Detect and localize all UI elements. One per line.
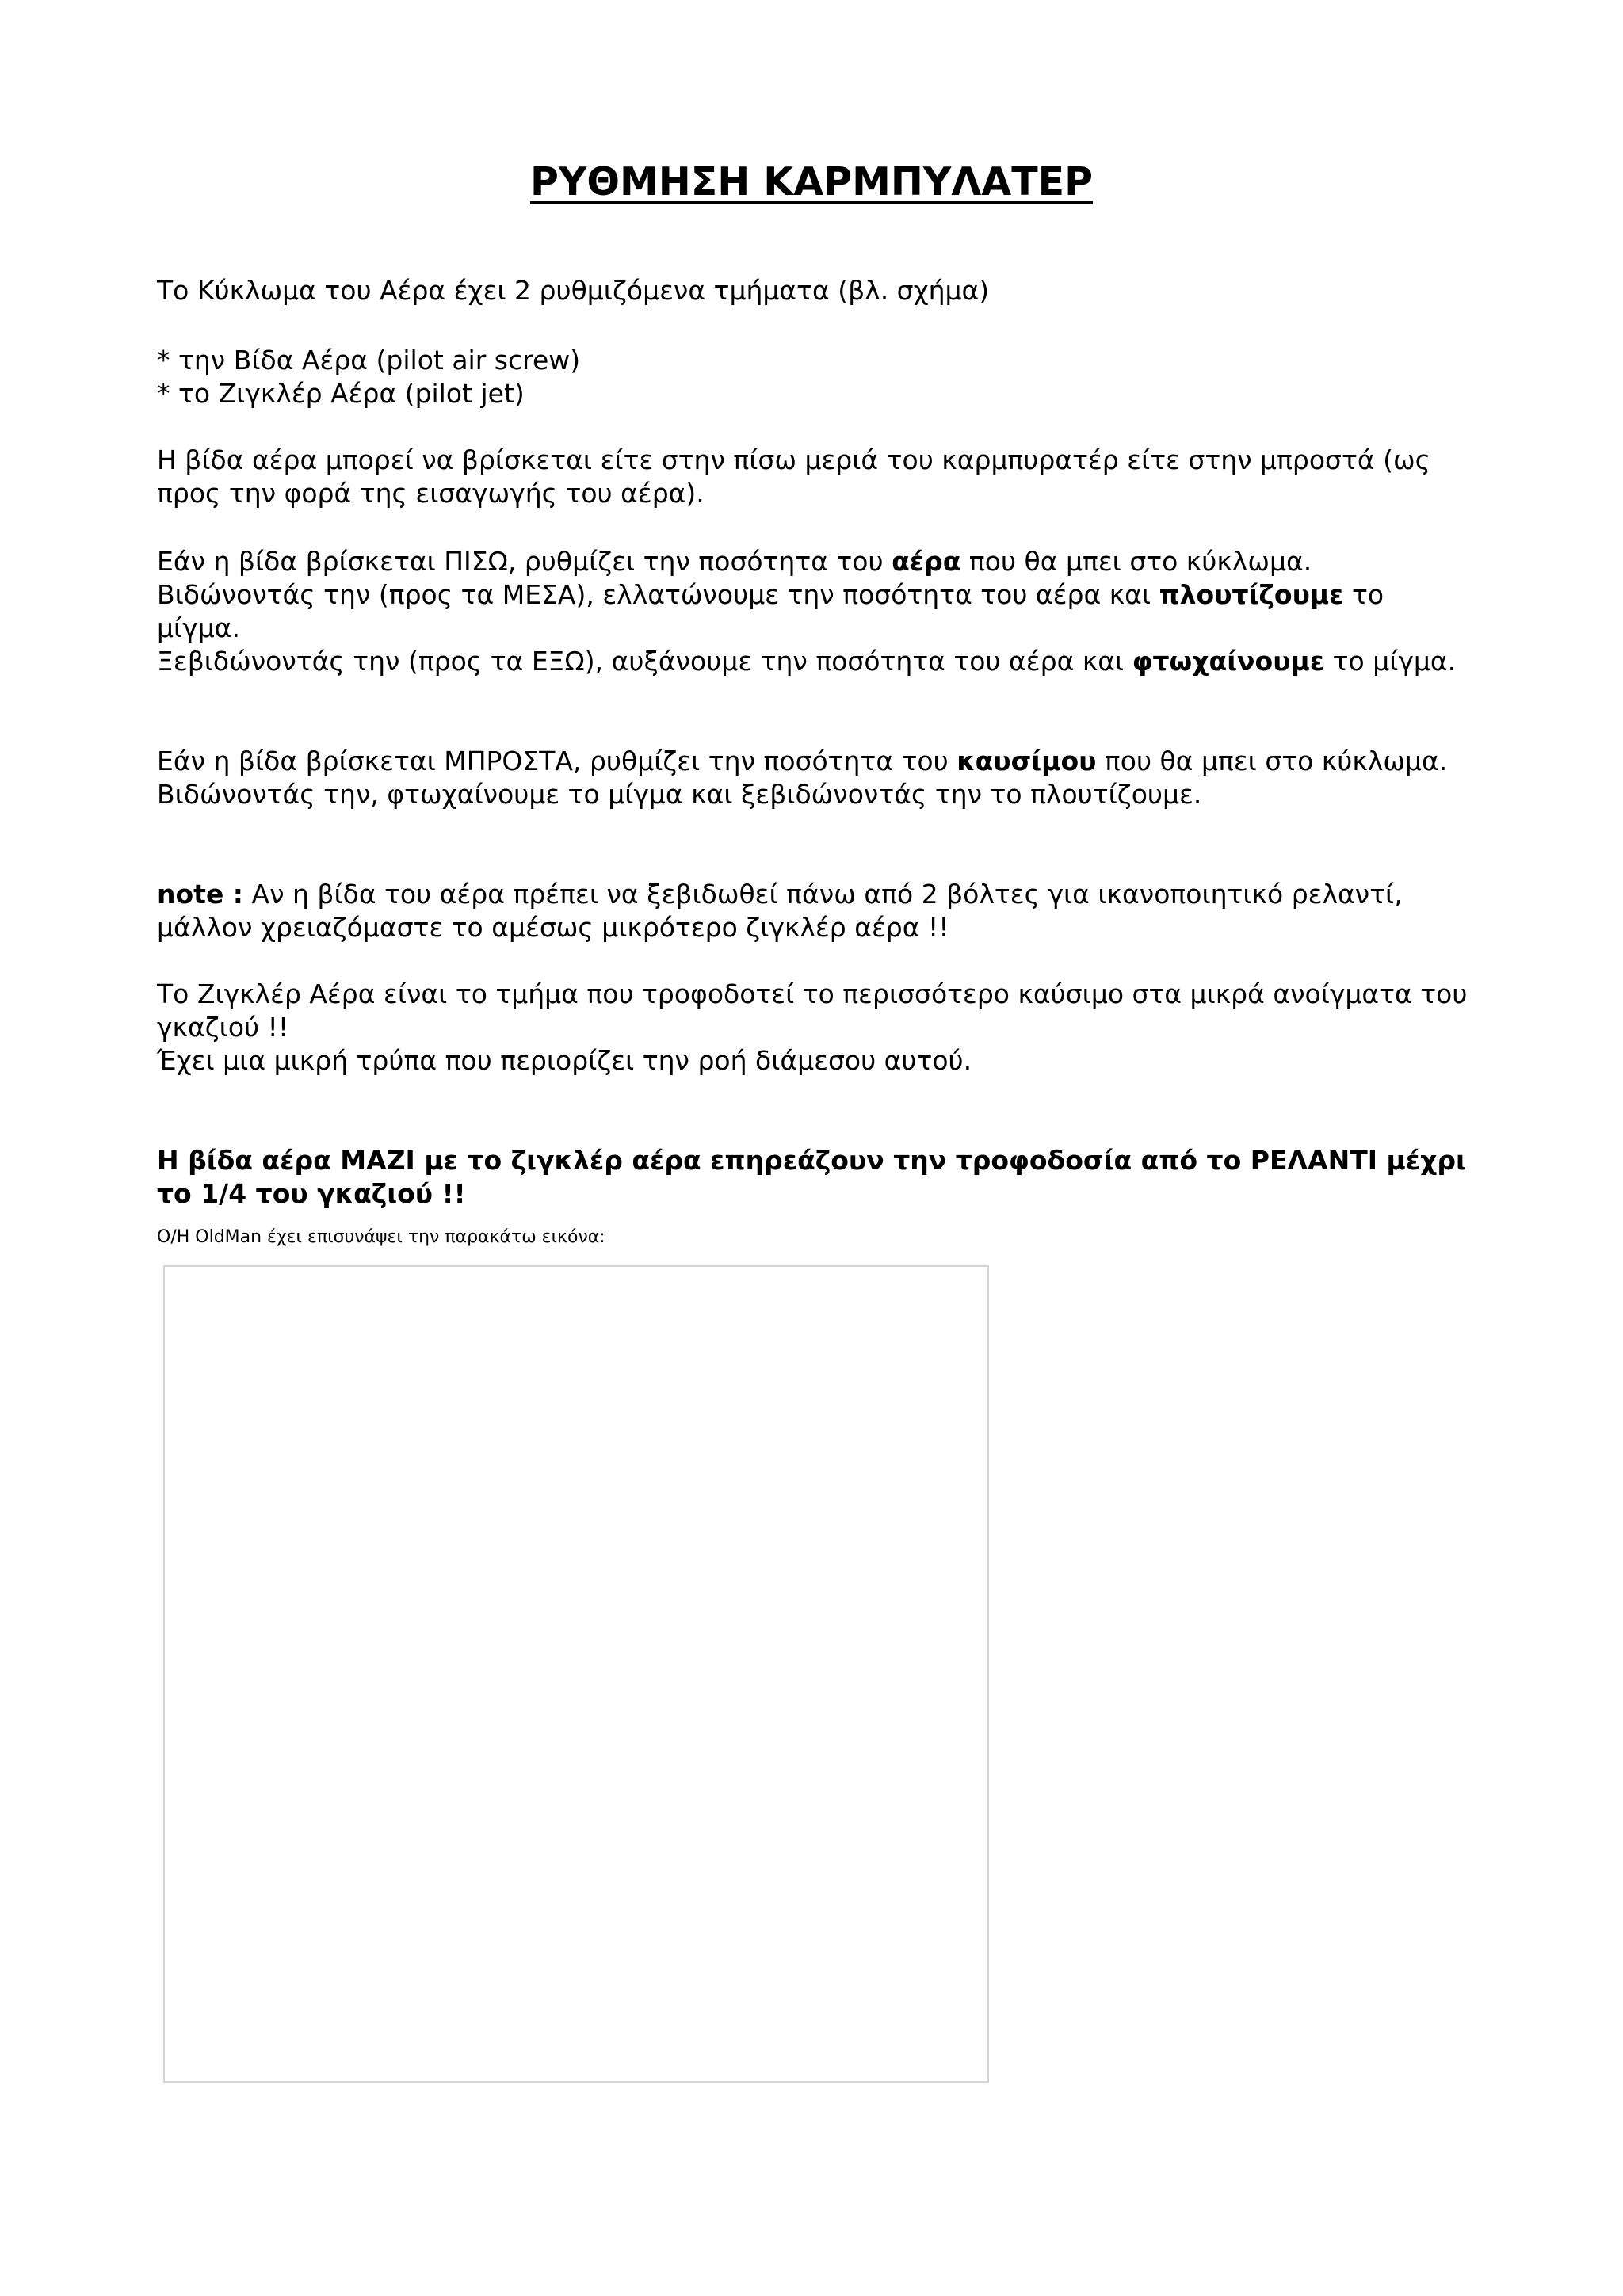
emphasis-air: αέρα (892, 546, 961, 577)
emphasis-lean: φτωχαίνουμε (1132, 646, 1325, 677)
front-screw-line-1: Εάν η βίδα βρίσκεται ΜΠΡΟΣΤΑ, ρυθμίζει την ποσότητα του καυσίμου που θα μπει στο κύκλωμα. (157, 746, 1448, 776)
note-paragraph (157, 878, 1472, 944)
emphasis-fuel: καυσίμου (957, 746, 1097, 776)
back-screw-line-3: Ξεβιδώνοντάς την (προς τα ΕΞΩ), αυξάνουμε την ποσότητα του αέρα και φτωχαίνουμε το μίγμα. (157, 646, 1457, 677)
components-list (157, 344, 1472, 410)
list-item-pilot-jet: * το Ζιγκλέρ Αέρα (pilot jet) (157, 378, 525, 409)
pilot-jet-line-2: Έχει μια μικρή τρύπα που περιορίζει την ροή διάμεσου αυτού. (157, 1045, 972, 1076)
pilot-jet-line-1: Το Ζιγκλέρ Αέρα είναι το τμήμα που τροφοδοτεί το περισσότερο καύσιμο στα μικρά ανοίγματα του γκαζιού !! (157, 978, 1468, 1043)
list-item-pilot-air-screw: * την Βίδα Αέρα (pilot air screw) (157, 345, 581, 376)
note-label: note : (157, 879, 244, 910)
attachment-note: O/H OldMan έχει επισυνάψει την παρακάτω εικόνα: (157, 1227, 605, 1247)
screw-position-paragraph: Η βίδα αέρα μπορεί να βρίσκεται είτε στην πίσω μεριά του καρμπυρατέρ είτε στην μπροστά (ως προς την φορά της εισαγωγής του αέρα). (157, 444, 1430, 509)
note-text: Αν η βίδα του αέρα πρέπει να ξεβιδωθεί πάνω από 2 βόλτες για ικανοποιητικό ρελαντί, μάλλον χρειαζόμαστε το αμέσως μικρότερο ζιγκλέρ αέρα !! (157, 879, 1403, 943)
page-title: ΡΥΘΜΗΣΗ ΚΑΡΜΠΥΛΑΤΕΡ (529, 159, 1094, 204)
intro-paragraph: Το Κύκλωμα του Αέρα έχει 2 ρυθμιζόμενα τμήματα (βλ. σχήμα) (157, 275, 990, 306)
attached-image-placeholder (163, 1265, 989, 2083)
back-screw-paragraph (157, 545, 1472, 678)
pilot-jet-paragraph (157, 978, 1472, 1077)
back-screw-line-2: Βιδώνοντάς την (προς τα ΜΕΣΑ), ελλατώνουμε την ποσότητα του αέρα και πλουτίζουμε το μίγμα. (157, 579, 1384, 643)
front-screw-line-2: Βιδώνοντάς την, φτωχαίνουμε το μίγμα και ξεβιδώνοντάς την το πλουτίζουμε. (157, 779, 1202, 810)
conclusion-paragraph: Η βίδα αέρα ΜΑΖΙ με το ζιγκλέρ αέρα επηρεάζουν την τροφοδοσία από το ΡΕΛΑΝΤΙ μέχρι το 1/4 του γκαζιού !! (157, 1145, 1466, 1209)
back-screw-line-1: Εάν η βίδα βρίσκεται ΠΙΣΩ, ρυθμίζει την ποσότητα του αέρα που θα μπει στο κύκλωμα. (157, 546, 1312, 577)
emphasis-enrich: πλουτίζουμε (1159, 579, 1344, 610)
front-screw-paragraph (157, 745, 1472, 811)
